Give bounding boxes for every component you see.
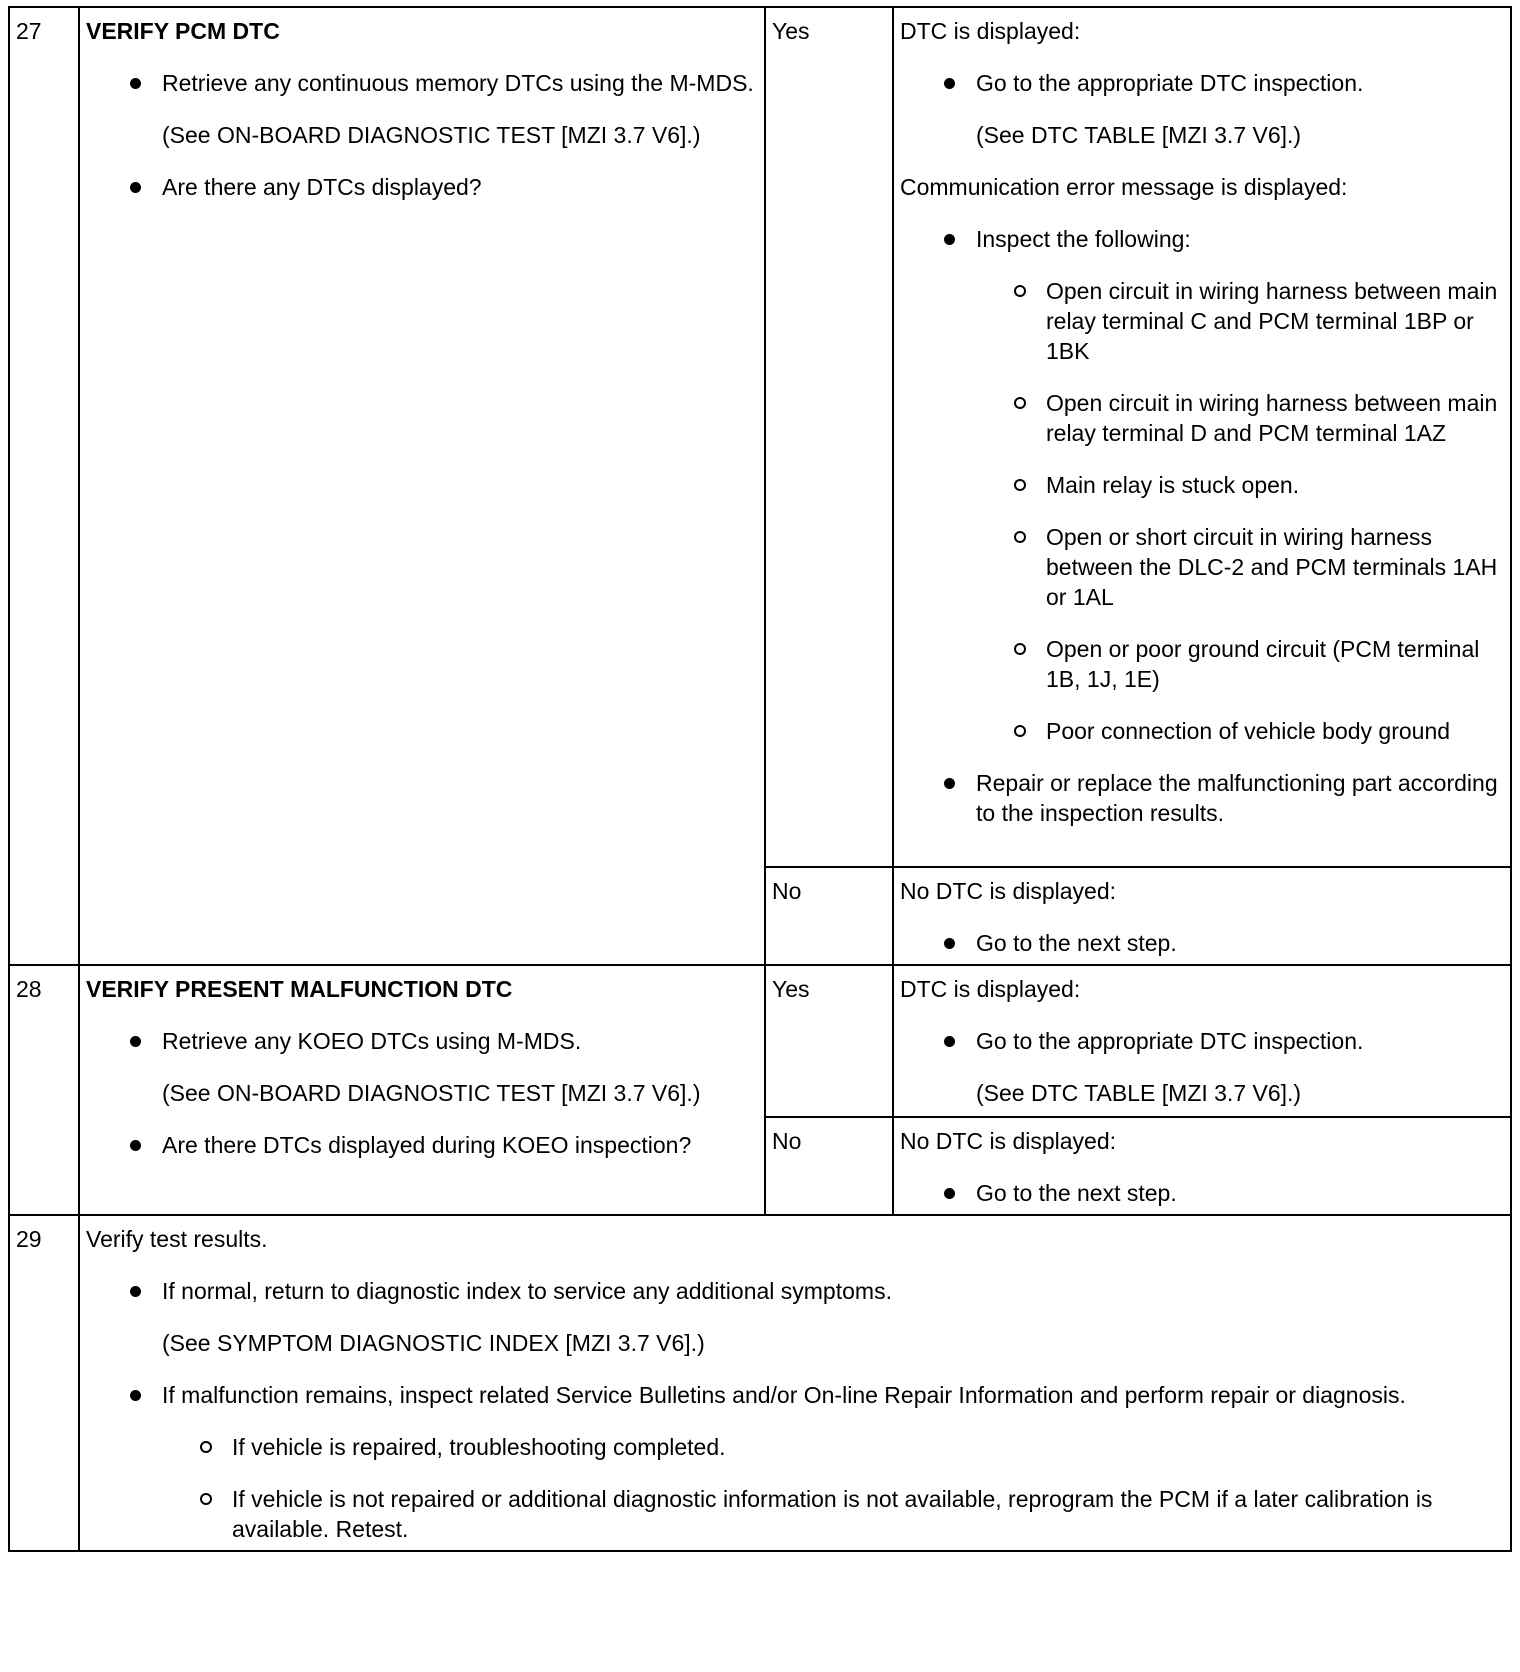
action-list (86, 1276, 1502, 1544)
step-title: Verify test results. (86, 1226, 268, 1252)
step-27-yes-row (9, 7, 1511, 867)
result-list (900, 68, 1502, 150)
step-29-row (9, 1215, 1511, 1551)
step-number: 29 (9, 1215, 79, 1551)
action-item: Retrieve any continuous memory DTCs using the M-MDS. (See ON-BOARD DIAGNOSTIC TEST [MZI 3.7 V6].) (86, 68, 756, 150)
result-item: Inspect the following: Open circuit in wiring harness between main relay terminal C and PCM terminal 1BP or 1BK Open circuit in wiring harness between main relay terminal D and PCM terminal 1AZ Main relay is stuck open. Open or short circuit in wiring harness between the DLC-2 and PCM terminals 1AH or 1AL Open or poor ground circuit (PCM terminal 1B, 1J, 1E) Poor connection of vehicle body ground (900, 224, 1502, 746)
action-item: If normal, return to diagnostic index to service any additional symptoms. (See SYMPTOM DIAGNOSTIC INDEX [MZI 3.7 V6].) (86, 1276, 1502, 1358)
sublist-item: If vehicle is not repaired or additional diagnostic information is not available, reprogram the PCM if a later calibration is available. Retest. (162, 1484, 1502, 1544)
step-title: VERIFY PCM DTC (86, 18, 280, 44)
step-action-cell (79, 7, 765, 965)
action-item: If malfunction remains, inspect related Service Bulletins and/or On-line Repair Information and perform repair or diagnosis. If vehicle is repaired, troubleshooting completed. If vehicle is not repaired or additional diagnostic information is not available, reprogram the PCM if a later calibration is available. Retest. (86, 1380, 1502, 1544)
result-list (900, 1178, 1502, 1208)
action-list (86, 68, 756, 202)
reference-text: (See ON-BOARD DIAGNOSTIC TEST [MZI 3.7 V6].) (162, 1080, 701, 1106)
yes-label: Yes (765, 7, 893, 867)
step-28-yes-row (9, 965, 1511, 1117)
sublist-item: Open circuit in wiring harness between main relay terminal D and PCM terminal 1AZ (976, 388, 1502, 448)
sublist-item: Open or poor ground circuit (PCM terminal 1B, 1J, 1E) (976, 634, 1502, 694)
action-item: Retrieve any KOEO DTCs using M-MDS. (See ON-BOARD DIAGNOSTIC TEST [MZI 3.7 V6].) (86, 1026, 756, 1108)
action-sublist (162, 1432, 1502, 1544)
yes-label: Yes (765, 965, 893, 1117)
no-label: No (765, 1117, 893, 1215)
step-action-cell (79, 965, 765, 1215)
result-item: Repair or replace the malfunctioning part according to the inspection results. (900, 768, 1502, 828)
inspection-sublist (976, 276, 1502, 746)
result-list (900, 928, 1502, 958)
reference-text: (See DTC TABLE [MZI 3.7 V6].) (976, 122, 1302, 148)
no-label: No (765, 867, 893, 965)
result-item: Go to the next step. (900, 928, 1502, 958)
action-item: Are there any DTCs displayed? (86, 172, 756, 202)
result-list (900, 1026, 1502, 1108)
no-result-cell: No DTC is displayed: Go to the next step. (893, 867, 1511, 965)
reference-text: (See SYMPTOM DIAGNOSTIC INDEX [MZI 3.7 V6].) (162, 1330, 705, 1356)
reference-text: (See ON-BOARD DIAGNOSTIC TEST [MZI 3.7 V6].) (162, 122, 701, 148)
yes-result-cell: DTC is displayed: Go to the appropriate DTC inspection. (See DTC TABLE [MZI 3.7 V6].) (893, 965, 1511, 1117)
result-list (900, 224, 1502, 828)
result-item: Go to the next step. (900, 1178, 1502, 1208)
step-number: 27 (9, 7, 79, 965)
action-item: Are there DTCs displayed during KOEO inspection? (86, 1130, 756, 1160)
sublist-item: Open or short circuit in wiring harness between the DLC-2 and PCM terminals 1AH or 1AL (976, 522, 1502, 612)
yes-result-cell: DTC is displayed: Go to the appropriate DTC inspection. (See DTC TABLE [MZI 3.7 V6].) Communication error message is displayed: Inspect the following: Open circuit in wiring harness between main relay terminal C and PCM terminal 1BP or 1BK Open circuit in wiring harness between main relay terminal D and PCM terminal 1AZ Main relay is stuck open. Open or short circuit in wiring harness between the DLC-2 and PCM terminals 1AH or 1AL Open or poor ground circuit (PCM terminal 1B, 1J, 1E) Poor connection of vehicle body ground Repair or replace the malfunctioning part according to the inspection results. (893, 7, 1511, 867)
diagnostic-table (8, 6, 1512, 1552)
sublist-item: If vehicle is repaired, troubleshooting completed. (162, 1432, 1502, 1462)
result-item: Go to the appropriate DTC inspection. (See DTC TABLE [MZI 3.7 V6].) (900, 68, 1502, 150)
step-title: VERIFY PRESENT MALFUNCTION DTC (86, 976, 513, 1002)
sublist-item: Poor connection of vehicle body ground (976, 716, 1502, 746)
result-item: Go to the appropriate DTC inspection. (See DTC TABLE [MZI 3.7 V6].) (900, 1026, 1502, 1108)
action-list (86, 1026, 756, 1160)
no-result-cell: No DTC is displayed: Go to the next step. (893, 1117, 1511, 1215)
sublist-item: Main relay is stuck open. (976, 470, 1502, 500)
reference-text: (See DTC TABLE [MZI 3.7 V6].) (976, 1080, 1302, 1106)
sublist-item: Open circuit in wiring harness between main relay terminal C and PCM terminal 1BP or 1BK (976, 276, 1502, 366)
step-action-cell (79, 1215, 1511, 1551)
step-number: 28 (9, 965, 79, 1215)
